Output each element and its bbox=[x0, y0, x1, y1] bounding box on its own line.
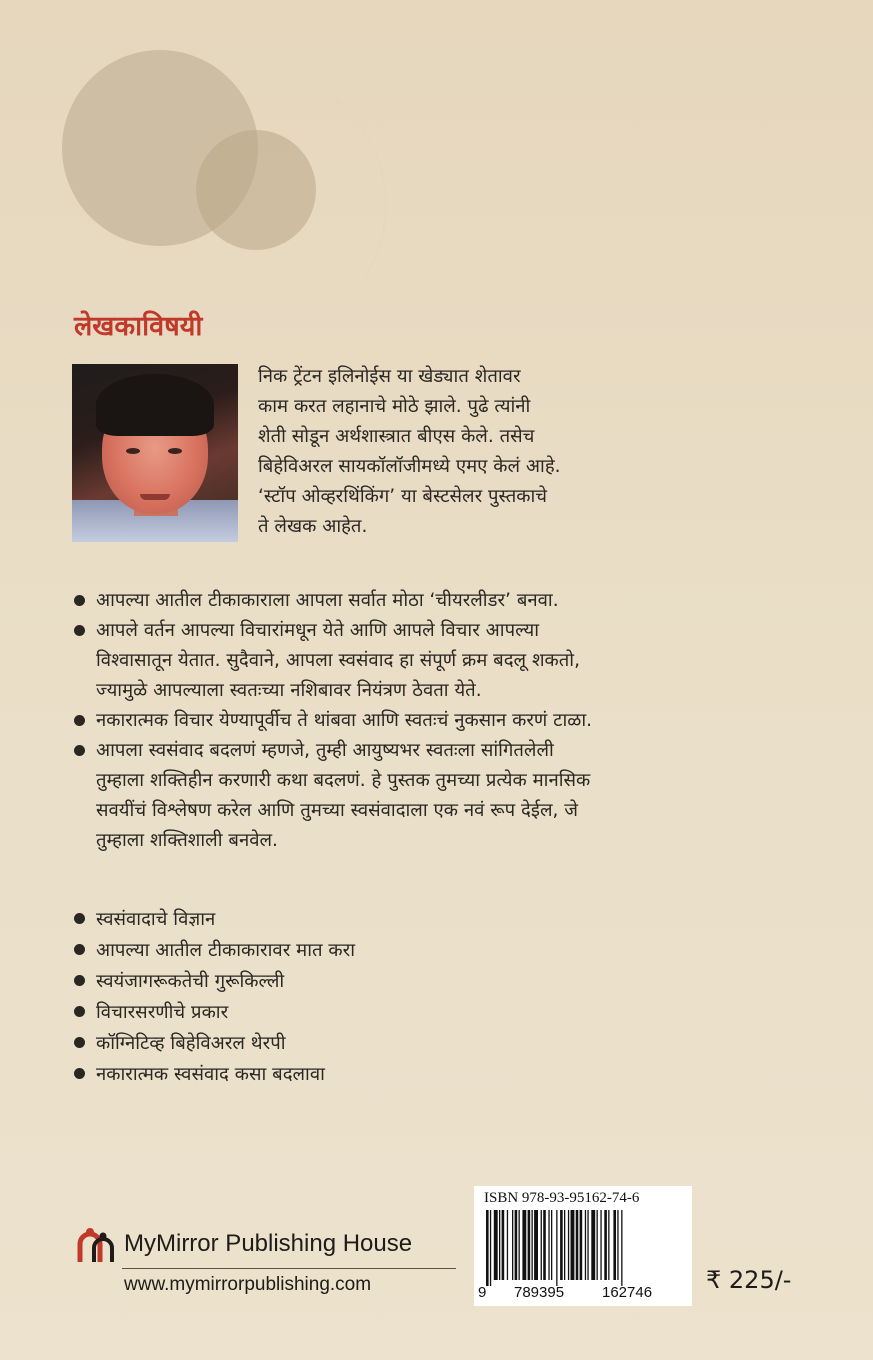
bullet-icon bbox=[74, 944, 85, 955]
barcode-bar bbox=[507, 1210, 508, 1280]
barcode-bar bbox=[532, 1210, 533, 1280]
bullet-icon bbox=[74, 715, 85, 726]
barcode-bar bbox=[608, 1210, 609, 1280]
topics-list bbox=[74, 904, 794, 1090]
bullet-icon bbox=[74, 1068, 85, 1079]
barcode-bar bbox=[490, 1210, 491, 1286]
bullet-icon bbox=[74, 975, 85, 986]
bio-line: काम करत लहानाचे मोठे झाले. पुढे त्यांनी bbox=[258, 396, 531, 417]
publisher-url: www.mymirrorpublishing.com bbox=[124, 1274, 372, 1295]
barcode-bar bbox=[597, 1210, 598, 1280]
barcode-bar bbox=[512, 1210, 513, 1280]
barcode-bar bbox=[499, 1210, 500, 1280]
barcode-bar bbox=[548, 1210, 549, 1280]
barcode-bar bbox=[571, 1210, 575, 1280]
barcode-bar bbox=[551, 1210, 552, 1280]
barcode-bar bbox=[580, 1210, 583, 1280]
list-item: आपल्या आतील टीकाकाराला आपला सर्वात मोठा ‘चीयरलीडर’ बनवा. bbox=[74, 586, 794, 616]
about-author-heading: लेखकाविषयी bbox=[74, 311, 203, 342]
bullet-icon bbox=[74, 1037, 85, 1048]
list-item: विचारसरणीचे प्रकार bbox=[74, 997, 794, 1028]
barcode-bar bbox=[600, 1210, 601, 1280]
barcode-bar bbox=[613, 1210, 616, 1280]
barcode bbox=[482, 1210, 684, 1286]
barcode-digit-group: 9 bbox=[478, 1284, 487, 1301]
list-item: आपले वर्तन आपल्या विचारांमधून येते आणि आपले विचार आपल्या विश्वासातून येतात. सुदैवाने, आपला स्वसंवाद हा संपूर्ण क्रम बदलू शकतो, ज्यामुळे आपल्याला स्वतःच्या नशिबावर नियंत्रण ठेवता येते. bbox=[74, 616, 794, 706]
bullet-icon bbox=[74, 913, 85, 924]
bullet-icon bbox=[74, 1006, 85, 1017]
barcode-bar bbox=[502, 1210, 505, 1280]
list-item: आपल्या आतील टीकाकारावर मात करा bbox=[74, 935, 794, 966]
list-item: नकारात्मक स्वसंवाद कसा बदलावा bbox=[74, 1059, 794, 1090]
barcode-bar bbox=[528, 1210, 531, 1280]
bio-line: शेती सोडून अर्थशास्त्रात बीएस केले. तसेच bbox=[258, 426, 535, 447]
barcode-bar bbox=[591, 1210, 595, 1280]
isbn-label: ISBN 978-93-95162-74-6 bbox=[484, 1190, 640, 1206]
barcode-bar bbox=[556, 1210, 557, 1286]
bullet-icon bbox=[74, 745, 85, 756]
list-item: कॉग्निटिव्ह बिहेविअरल थेरपी bbox=[74, 1028, 794, 1059]
isbn-barcode-box bbox=[474, 1186, 692, 1306]
barcode-digit-group: 162746 bbox=[602, 1284, 653, 1301]
list-item: स्वसंवादाचे विज्ञान bbox=[74, 904, 794, 935]
barcode-bar bbox=[543, 1210, 546, 1280]
list-item: आपला स्वसंवाद बदलणं म्हणजे, तुम्ही आयुष्यभर स्वतःला सांगितलेली तुम्हाला शक्तिहीन करणारी कथा बदलणं. हे पुस्तक तुमच्या प्रत्येक मानसिक सवयींचं विश्लेषण करेल आणि तुमच्या स्वसंवादाला एक नवं रूप देईल, जे तुम्हाला शक्तिशाली बनवेल. bbox=[74, 736, 794, 856]
highlights-list bbox=[74, 586, 794, 856]
list-item: स्वयंजागरूकतेची गुरूकिल्ली bbox=[74, 966, 794, 997]
barcode-bar bbox=[515, 1210, 518, 1280]
barcode-bar bbox=[585, 1210, 586, 1280]
barcode-bar bbox=[576, 1210, 579, 1280]
barcode-bar bbox=[486, 1210, 489, 1286]
decorative-circles bbox=[0, 0, 460, 360]
author-photo bbox=[72, 364, 238, 542]
barcode-bar bbox=[541, 1210, 542, 1280]
barcode-bar bbox=[621, 1210, 622, 1286]
bio-line: ‘स्टॉप ओव्हरथिंकिंग’ या बेस्टसेलर पुस्तकाचे bbox=[258, 486, 548, 507]
bio-line: बिहेविअरल सायकॉलॉजीमध्ये एमए केलं आहे. bbox=[258, 456, 561, 477]
divider bbox=[122, 1268, 456, 1269]
barcode-bar bbox=[564, 1210, 565, 1280]
barcode-bar bbox=[519, 1210, 520, 1280]
barcode-bar bbox=[522, 1210, 526, 1280]
barcode-bar bbox=[560, 1210, 563, 1280]
barcode-bar bbox=[568, 1210, 569, 1280]
bullet-icon bbox=[74, 595, 85, 606]
barcode-digit-group: 789395 bbox=[514, 1284, 565, 1301]
barcode-bar bbox=[587, 1210, 588, 1280]
author-bio bbox=[258, 362, 818, 542]
price: ₹ 225/- bbox=[706, 1266, 792, 1294]
bullet-icon bbox=[74, 625, 85, 636]
barcode-bar bbox=[617, 1210, 618, 1280]
barcode-bar bbox=[494, 1210, 498, 1280]
barcode-bar bbox=[604, 1210, 607, 1280]
bio-line: निक ट्रेंटन इलिनोईस या खेड्यात शेतावर bbox=[258, 366, 521, 387]
bio-line: ते लेखक आहेत. bbox=[258, 516, 368, 537]
list-item: नकारात्मक विचार येण्यापूर्वीच ते थांबवा आणि स्वतःचं नुकसान करणं टाळा. bbox=[74, 706, 794, 736]
barcode-digits bbox=[474, 1282, 692, 1304]
barcode-bar bbox=[534, 1210, 538, 1280]
publisher-logo-icon bbox=[76, 1226, 116, 1268]
publisher-name: MyMirror Publishing House bbox=[124, 1230, 413, 1257]
